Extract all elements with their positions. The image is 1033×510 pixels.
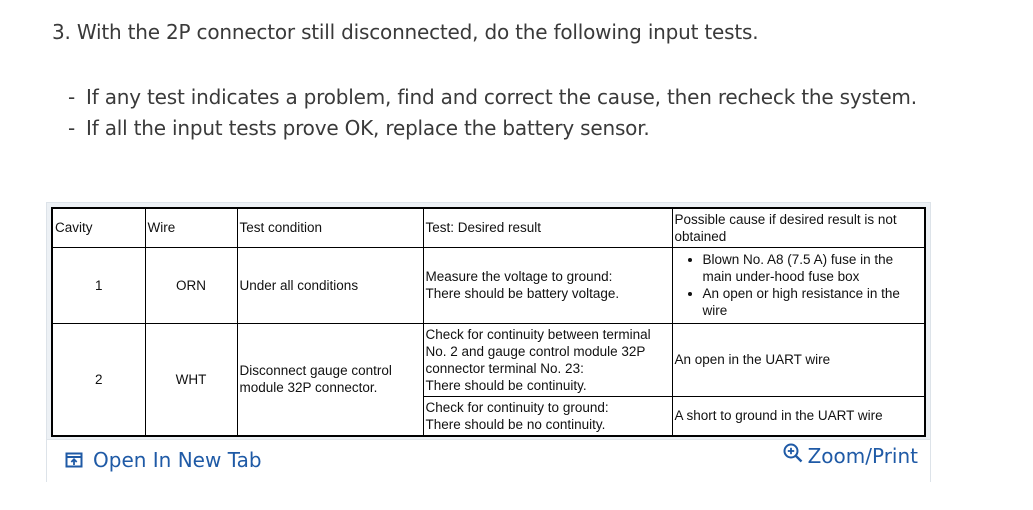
table-header-row — [53, 209, 924, 247]
table-row — [53, 323, 924, 396]
cell-possible-cause: An open in the UART wire — [672, 323, 924, 396]
input-test-table — [53, 209, 924, 436]
cell-desired-result — [423, 396, 672, 435]
result-line: Measure the voltage to ground: — [425, 269, 613, 284]
cell-cavity: 1 — [53, 247, 145, 323]
open-in-new-tab-label: Open In New Tab — [93, 448, 262, 472]
cause-item: • An open or high resistance in the wire — [703, 285, 923, 319]
instruction-list — [68, 82, 917, 144]
cause-item: • Blown No. A8 (7.5 A) fuse in the main under-hood fuse box — [703, 251, 923, 285]
header-desired-result: Test: Desired result — [423, 209, 672, 247]
header-possible-cause: Possible cause if desired result is not obtained — [672, 209, 924, 247]
zoom-print-label: Zoom/Print — [807, 444, 918, 468]
cell-wire: WHT — [145, 323, 237, 435]
instruction-item: - If any test indicates a problem, find and correct the cause, then recheck the system. — [68, 85, 917, 109]
cell-cavity: 2 — [53, 323, 145, 435]
instruction-item: - If all the input tests prove OK, replace the battery sensor. — [68, 116, 650, 140]
header-cavity: Cavity — [53, 209, 145, 247]
header-test-condition: Test condition — [237, 209, 423, 247]
cell-possible-cause — [672, 247, 924, 323]
zoom-in-icon — [782, 442, 804, 464]
result-line: There should be continuity. — [425, 377, 587, 393]
open-new-tab-icon — [65, 451, 83, 469]
figure-footer — [47, 439, 930, 482]
table-figure — [46, 202, 931, 482]
cell-desired-result — [423, 323, 672, 396]
cell-possible-cause: A short to ground in the UART wire — [672, 396, 924, 435]
zoom-print-link[interactable] — [782, 444, 918, 468]
cell-desired-result — [423, 247, 672, 323]
table-row — [53, 247, 924, 323]
cell-test-condition: Under all conditions — [237, 247, 423, 323]
cell-wire: ORN — [145, 247, 237, 323]
header-wire: Wire — [145, 209, 237, 247]
result-line: There should be battery voltage. — [425, 286, 620, 301]
open-in-new-tab-link[interactable] — [65, 448, 262, 472]
cell-test-condition: Disconnect gauge control module 32P connector. — [237, 323, 423, 435]
instruction-text: If all the input tests prove OK, replace the battery sensor. — [86, 116, 650, 140]
input-test-table-frame — [51, 207, 926, 437]
instruction-text: If any test indicates a problem, find and correct the cause, then recheck the system. — [86, 85, 917, 109]
step-text: 3. With the 2P connector still disconnected, do the following input tests. — [52, 20, 759, 44]
result-line: Check for continuity to ground: — [425, 399, 609, 415]
result-line: Check for continuity between terminal No. 2 and gauge control module 32P connector terminal No. 23: — [425, 326, 651, 376]
result-line: There should be no continuity. — [425, 416, 606, 432]
